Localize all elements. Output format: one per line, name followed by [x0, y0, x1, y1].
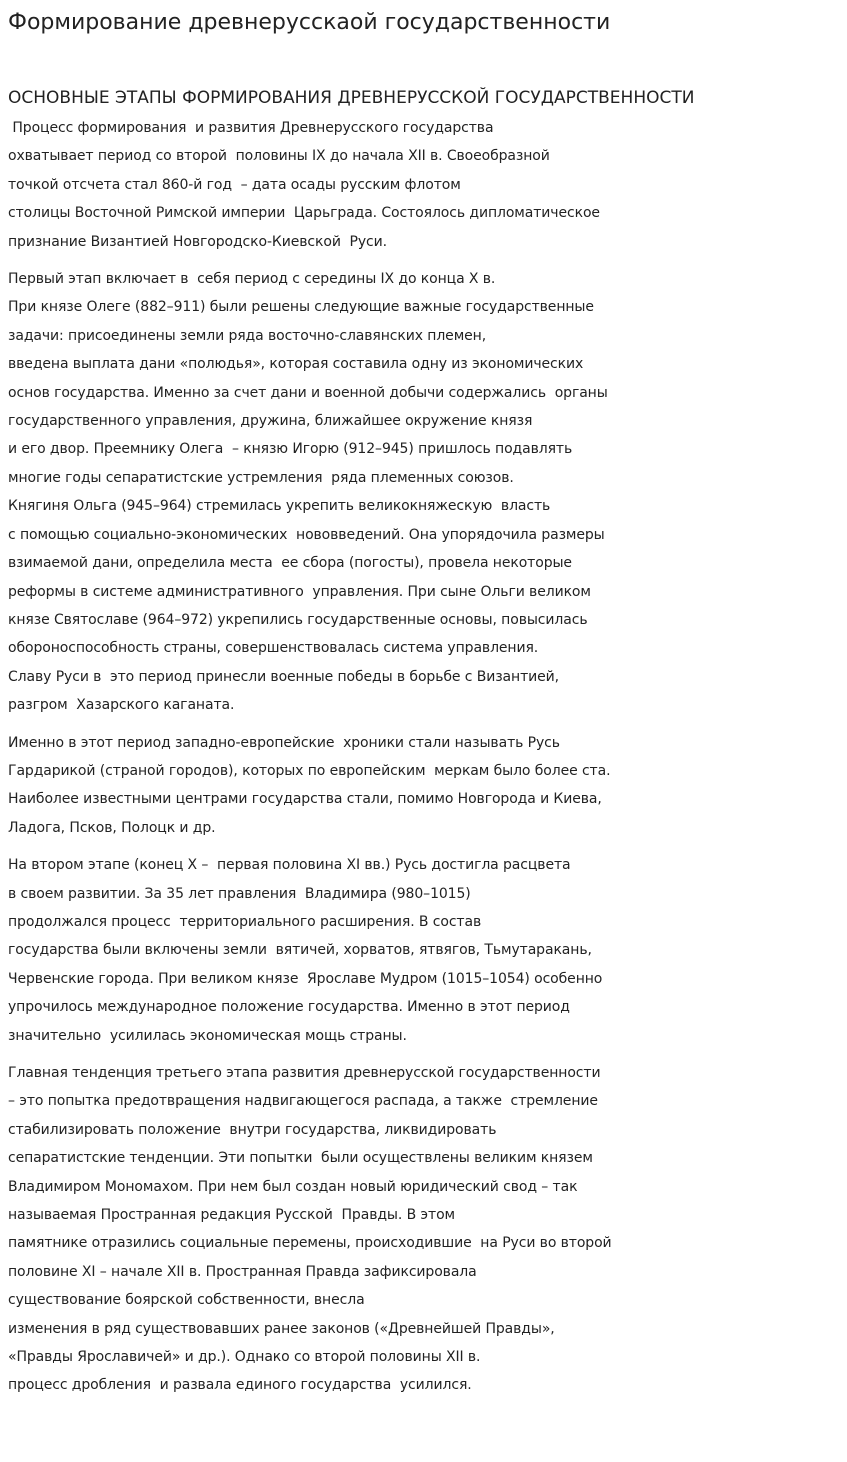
text-line: Наиболее известными центрами государства стали, помимо Новгорода и Киева,	[8, 791, 602, 808]
document-title: Формирование древнерусскаой государственности	[8, 10, 611, 35]
text-line: Первый этап включает в себя период с середины IX до конца X в.	[8, 271, 496, 288]
text-line: – это попытка предотвращения надвигающегося распада, а также стремление	[8, 1093, 598, 1110]
paragraph	[8, 851, 847, 1050]
text-line: взимаемой дани, определила места ее сбора (погосты), провела некоторые	[8, 555, 572, 572]
text-line: реформы в системе административного управления. При сыне Ольги великом	[8, 583, 591, 600]
text-line: Главная тенденция третьего этапа развития древнерусской государственности	[8, 1065, 601, 1081]
text-line: половине XI – начале XII в. Пространная Правда зафиксировала	[8, 1263, 477, 1280]
section-heading: ОСНОВНЫЕ ЭТАПЫ ФОРМИРОВАНИЯ ДРЕВНЕРУССКОЙ ГОСУДАРСТВЕННОСТИ	[8, 88, 695, 108]
text-line: значительно усилилась экономическая мощь страны.	[8, 1027, 407, 1044]
paragraph	[8, 729, 847, 843]
text-line: признание Византией Новгородско-Киевской Руси.	[8, 233, 387, 250]
text-line: государственного управления, дружина, ближайшее окружение князя	[8, 413, 533, 430]
text-line: Червенские города. При великом князе Ярославе Мудром (1015–1054) особенно	[8, 970, 603, 987]
text-line: Владимиром Мономахом. При нем был создан новый юридический свод – так	[8, 1178, 578, 1195]
text-line: в своем развитии. За 35 лет правления Владимира (980–1015)	[8, 885, 471, 902]
text-line: охватывает период со второй половины IX до начала XII в. Своеобразной	[8, 148, 550, 165]
text-line: с помощью социально-экономических нововведений. Она упорядочила размеры	[8, 526, 605, 543]
text-line: государства были включены земли вятичей, хорватов, ятвягов, Тьмутаракань,	[8, 942, 592, 959]
text-line: обороноспособность страны, совершенствовалась система управления.	[8, 640, 539, 657]
text-line: Гардарикой (страной городов), которых по европейским меркам было более ста.	[8, 762, 611, 779]
paragraph	[8, 265, 847, 720]
text-line: сепаратистские тенденции. Эти попытки были осуществлены великим князем	[8, 1150, 593, 1167]
text-line: князе Святославе (964–972) укрепились государственные основы, повысилась	[8, 611, 588, 628]
text-line: разгром Хазарского каганата.	[8, 697, 235, 714]
text-line: памятнике отразились социальные перемены, происходившие на Руси во второй	[8, 1235, 612, 1252]
text-line: Славу Руси в это период принесли военные победы в борьбе с Византией,	[8, 668, 559, 685]
text-line: изменения в ряд существовавших ранее законов («Древнейшей Правды»,	[8, 1320, 555, 1337]
text-line: При князе Олеге (882–911) были решены следующие важные государственные	[8, 299, 594, 316]
text-line: Княгиня Ольга (945–964) стремилась укрепить великокняжескую власть	[8, 498, 551, 515]
text-line: процесс дробления и развала единого государства усилился.	[8, 1377, 472, 1394]
text-line: столицы Восточной Римской империи Царьграда. Состоялось дипломатическое	[8, 205, 600, 222]
text-line: многие годы сепаратистские устремления ряда племенных союзов.	[8, 469, 514, 486]
text-line: введена выплата дани «полюдья», которая составила одну из экономических	[8, 356, 584, 373]
document-body	[8, 114, 847, 1400]
text-line: «Правды Ярославичей» и др.). Однако со второй половины XII в.	[8, 1349, 481, 1366]
text-line: существование боярской собственности, внесла	[8, 1292, 365, 1309]
text-line: продолжался процесс территориального расширения. В состав	[8, 913, 482, 930]
paragraph	[8, 1059, 847, 1400]
text-line: точкой отсчета стал 860-й год – дата осады русским флотом	[8, 176, 461, 193]
text-line: упрочилось международное положение государства. Именно в этот период	[8, 999, 570, 1016]
text-line: задачи: присоединены земли ряда восточно-славянских племен,	[8, 327, 487, 344]
text-line: Ладога, Псков, Полоцк и др.	[8, 819, 216, 836]
text-line: и его двор. Преемнику Олега – князю Игорю (912–945) пришлось подавлять	[8, 441, 573, 458]
text-line: На втором этапе (конец X – первая половина XI вв.) Русь достигла расцвета	[8, 857, 571, 874]
text-line: Процесс формирования и развития Древнерусского государства	[8, 120, 494, 136]
text-line: Именно в этот период западно-европейские хроники стали называть Русь	[8, 734, 560, 751]
text-line: называемая Пространная редакция Русской Правды. В этом	[8, 1207, 455, 1224]
text-line: стабилизировать положение внутри государства, ликвидировать	[8, 1121, 497, 1138]
text-line: основ государства. Именно за счет дани и военной добычи содержались органы	[8, 384, 608, 401]
paragraph	[8, 114, 847, 256]
